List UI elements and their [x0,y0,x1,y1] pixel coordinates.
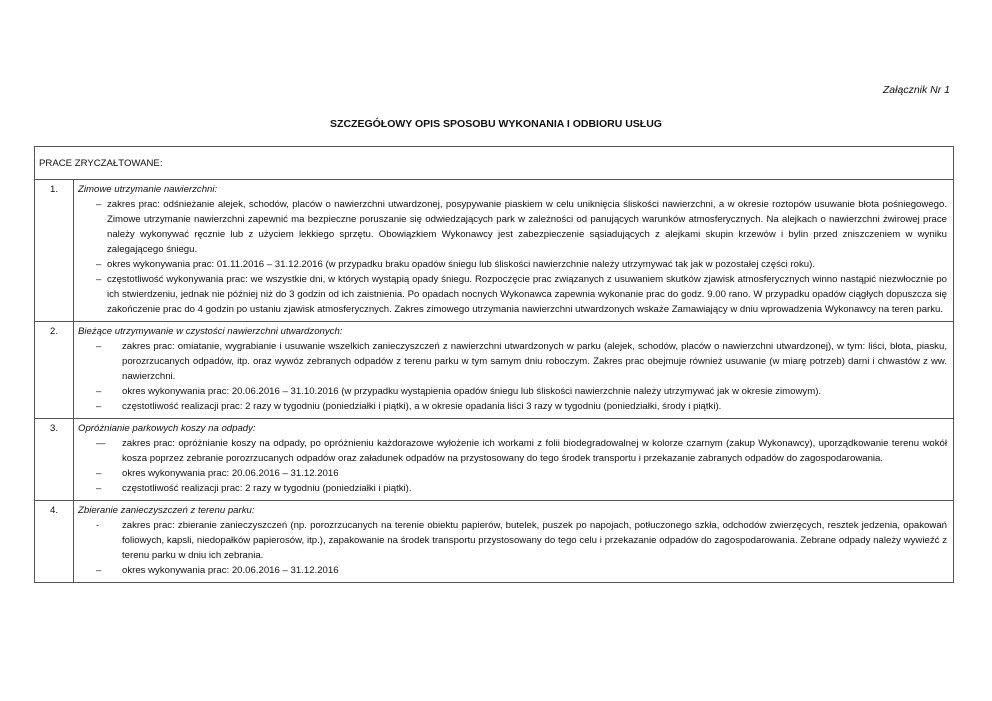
dash-bullet: – [96,386,102,397]
list-item [78,466,947,481]
section-row [35,180,954,322]
list-item [78,272,947,317]
list-item-text: częstotliwość realizacji prac: 2 razy w tygodniu (poniedziałki i piątki), a w okresie opadania liści 3 razy w tygodniu (poniedziałki, środy i piątki). [122,401,722,412]
section-row [35,419,954,501]
dash-bullet: – [96,199,102,210]
dash-bullet: – [96,565,102,576]
section-number: 1. [35,180,74,322]
section-body [74,322,954,419]
list-item-text: zakres prac: zbieranie zanieczyszczeń (np. porozrzucanych na terenie obiektu papierów, butelek, puszek po napojach, potłuczonego szkła, odchodów zwierzęcych, resztek jedzenia, opakowań foliowych, kapsli, niedopałków papierosów, itp.), zapakowanie na środek transportu przystosowany do tego celu i przekazanie odpadów do zagospodarowania. Zebrane odpady należy wywieźć z terenu parku w dniu ich zebrania. [122,520,947,561]
list-item [78,197,947,257]
dash-bullet: – [96,483,102,494]
section-row [35,501,954,583]
list-item-text: częstotliwość wykonywania prac: we wszystkie dni, w których wystąpią opady śniegu. Rozpoczęcie prac związanych z usuwaniem skutków zjawisk atmosferycznych winno nastąpić niezwłocznie po ich stwierdzeniu, jednak nie później niż do 3 godzin od ich zaistnienia. Po opadach nocnych Wykonawca zapewnia wykonanie prac do godz. 9.00 rano. W przypadku opadów ciągłych dopuszcza się zakończenie prac do 4 godzin po ustaniu zjawisk atmosferycznych. Zakres zimowego utrzymania nawierzchni utwardzonych wskaże Zamawiający w dniu wprowadzenia Wykonawcy na teren parku. [107,274,947,315]
section-title: Zbieranie zanieczyszczeń z terenu parku: [78,505,255,516]
section-row [35,322,954,419]
dash-bullet: – [96,468,102,479]
list-item-text: częstotliwość realizacji prac: 2 razy w tygodniu (poniedziałki i piątki). [122,483,412,494]
list-item-text: okres wykonywania prac: 20.06.2016 – 31.10.2016 (w przypadku wystąpienia opadów śniegu lub śliskości nawierzchnie należy utrzymywać jak w okresie zimowym). [122,386,822,397]
list-item-text: zakres prac: odśnieżanie alejek, schodów, placów o nawierzchni utwardzonej, posypywanie piaskiem w celu uniknięcia śliskości nawierzchni, a w okresie roztopów usuwanie błota pośniegowego. Zimowe utrzymanie nawierzchni zapewnić ma bezpieczne poruszanie się odwiedzających park w zależności od panujących warunków atmosferycznych. Na alejkach o nawierzchni żwirowej prace należy wykonywać ręcznie lub z użyciem lekkiego sprzętu. Obowiązkiem Wykonawcy jest zabezpieczenie sąsiadujących z alejkami skupin krzewów i bylin przed zniszczeniem w wyniku zalegającego śniegu. [107,199,947,255]
list-item [78,257,947,272]
list-item [78,339,947,384]
list-item [78,436,947,466]
section-title: Bieżące utrzymywanie w czystości nawierzchni utwardzonych: [78,326,343,337]
list-item [78,399,947,414]
list-item [78,518,947,563]
dash-bullet: – [96,401,102,412]
dash-bullet: — [96,438,106,449]
attachment-label: Załącznik Nr 1 [882,84,950,96]
table-header-row [35,147,954,180]
list-item-text: okres wykonywania prac: 20.06.2016 – 31.12.2016 [122,468,339,479]
section-number: 4. [35,501,74,583]
section-number: 3. [35,419,74,501]
section-title: Zimowe utrzymanie nawierzchni: [78,184,218,195]
services-table [34,146,954,583]
dash-bullet: – [96,274,102,285]
section-number: 2. [35,322,74,419]
list-item-text: okres wykonywania prac: 20.06.2016 – 31.12.2016 [122,565,339,576]
section-body [74,180,954,322]
list-item-text: zakres prac: opróżnianie koszy na odpady, po opróżnieniu każdorazowe wyłożenie ich workami z folii biodegradowalnej w kolorze czarnym (zakup Wykonawcy), uporządkowanie terenu wokół kosza poprzez zebranie porozrzucanych odpadów oraz załadunek odpadów na przystosowany do tego środek transportu i przekazanie zabranych odpadów do zagospodarowania. [122,438,947,464]
dash-bullet: – [96,259,102,270]
list-item-text: zakres prac: omiatanie, wygrabianie i usuwanie wszelkich zanieczyszczeń z nawierzchni utwardzonych w parku (alejek, schodów, placów o nawierzchni utwardzonej), w tym: liści, błota, piasku, porozrzucanych odpadów, itp. oraz wywóz zebranych odpadów z terenu parku w tym samym dniu roboczym. Zakres prac obejmuje również usuwanie (w miarę potrzeb) darni i chwastów z ww. nawierzchni. [122,341,947,382]
document-title: SZCZEGÓŁOWY OPIS SPOSOBU WYKONANIA I ODBIORU USŁUG [330,118,662,130]
list-item-text: okres wykonywania prac: 01.11.2016 – 31.12.2016 (w przypadku braku opadów śniegu lub śliskości nawierzchnie należy utrzymywać tak jak w pozostałej części roku). [107,259,815,270]
dash-bullet: - [96,520,100,531]
list-item [78,563,947,578]
section-body [74,419,954,501]
table-header: PRACE ZRYCZAŁTOWANE: [35,147,954,180]
list-item [78,481,947,496]
section-body [74,501,954,583]
list-item [78,384,947,399]
section-title: Opróżnianie parkowych koszy na odpady: [78,423,256,434]
dash-bullet: – [96,341,102,352]
